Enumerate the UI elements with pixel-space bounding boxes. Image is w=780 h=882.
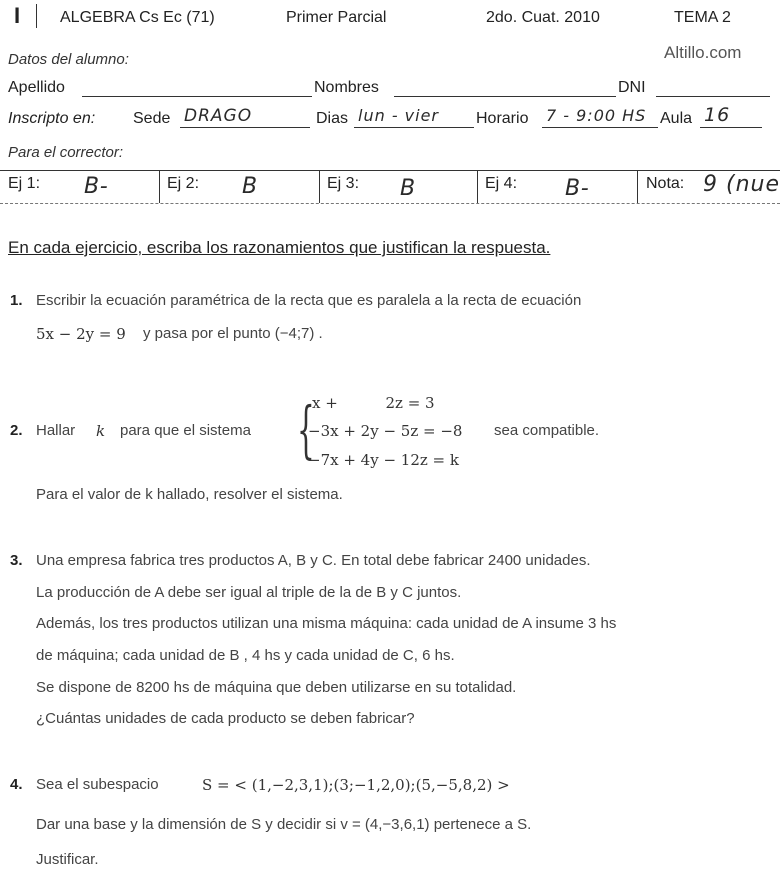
q3-number: 3. bbox=[10, 552, 23, 569]
ej2-grade: B bbox=[242, 174, 259, 199]
apellido-field-line bbox=[82, 96, 312, 97]
ej4-label: Ej 4: bbox=[485, 175, 518, 192]
q1-text: Escribir la ecuación paramétrica de la recta que es paralela a la recta de ecuación bbox=[36, 292, 582, 309]
q4-number: 4. bbox=[10, 776, 23, 793]
corrector-divider-3 bbox=[477, 170, 478, 203]
q4-line2: Dar una base y la dimensión de S y decidir si v = (4,−3,6,1) pertenece a S. bbox=[36, 816, 532, 833]
instruction-heading: En cada ejercicio, escriba los razonamientos que justifican la respuesta. bbox=[8, 238, 551, 257]
q2-system-brace: { bbox=[297, 393, 315, 466]
q3-line2: La producción de A debe ser igual al triple de la de B y C juntos. bbox=[36, 584, 462, 601]
q2-system-row1: x + 2z = 3 bbox=[312, 394, 435, 412]
q3-line1: Una empresa fabrica tres productos A, B y C. En total debe fabricar 2400 unidades. bbox=[36, 552, 591, 569]
exam-title: Primer Parcial bbox=[286, 9, 387, 26]
ej1-grade: B- bbox=[84, 174, 109, 199]
nombres-field-line bbox=[394, 96, 616, 97]
dni-field-line bbox=[656, 96, 770, 97]
q2-system-row2: −3x + 2y − 5z = −8 bbox=[308, 422, 463, 440]
q2-pre: Hallar bbox=[36, 422, 76, 439]
sede-handwritten-value: DRAGO bbox=[184, 106, 253, 126]
sede-label: Sede bbox=[133, 110, 171, 127]
dias-field-line bbox=[354, 127, 474, 128]
nota-label: Nota: bbox=[646, 175, 685, 192]
dias-label: Dias bbox=[316, 110, 349, 127]
q1-equation: 5x − 2y = 9 bbox=[36, 325, 126, 343]
tema-label: TEMA 2 bbox=[674, 9, 731, 26]
corrector-box-bottom bbox=[0, 203, 780, 204]
nombres-label: Nombres bbox=[314, 79, 379, 96]
horario-field-line bbox=[542, 127, 658, 128]
q2-k: k bbox=[96, 422, 106, 440]
corrector-box-top bbox=[0, 170, 780, 171]
q4-subspace: S = < (1,−2,3,1);(3;−1,2,0);(5,−5,8,2) > bbox=[202, 776, 510, 794]
corrector-divider-2 bbox=[319, 170, 320, 203]
q4-line3: Justificar. bbox=[36, 851, 99, 868]
aula-handwritten-value: 16 bbox=[704, 104, 731, 126]
aula-field-line bbox=[700, 127, 762, 128]
horario-handwritten-value: 7 - 9:00 HS bbox=[546, 106, 647, 125]
tema-box-border bbox=[36, 4, 37, 28]
q1-number: 1. bbox=[10, 292, 23, 309]
watermark: Altillo.com bbox=[664, 43, 742, 62]
ej1-label: Ej 1: bbox=[8, 175, 41, 192]
course-title: ALGEBRA Cs Ec (71) bbox=[60, 9, 215, 26]
q3-line6: ¿Cuántas unidades de cada producto se deben fabricar? bbox=[36, 710, 415, 727]
q3-line5: Se dispone de 8200 hs de máquina que deben utilizarse en su totalidad. bbox=[36, 679, 517, 696]
dni-label: DNI bbox=[618, 79, 646, 96]
period-label: 2do. Cuat. 2010 bbox=[486, 9, 600, 26]
q1-tail: y pasa por el punto (−4;7) . bbox=[143, 325, 323, 342]
corrector-divider-4 bbox=[637, 170, 638, 203]
tema-roman-numeral: I bbox=[14, 3, 21, 28]
q2-mid: para que el sistema bbox=[120, 422, 251, 439]
ej3-grade: B bbox=[400, 176, 417, 201]
q3-line4: de máquina; cada unidad de B , 4 hs y cada unidad de C, 6 hs. bbox=[36, 647, 455, 664]
ej2-label: Ej 2: bbox=[167, 175, 200, 192]
q2-number: 2. bbox=[10, 422, 23, 439]
horario-label: Horario bbox=[476, 110, 529, 127]
sede-field-line bbox=[180, 127, 310, 128]
q2-follow: Para el valor de k hallado, resolver el sistema. bbox=[36, 486, 343, 503]
q4-line1-intro: Sea el subespacio bbox=[36, 776, 159, 793]
dias-handwritten-value: lun - vier bbox=[358, 106, 440, 125]
apellido-label: Apellido bbox=[8, 79, 65, 96]
nota-value: 9 (nue bbox=[703, 172, 780, 197]
ej4-grade: B- bbox=[565, 176, 590, 201]
q3-line3: Además, los tres productos utilizan una misma máquina: cada unidad de A insume 3 hs bbox=[36, 615, 617, 632]
q2-post: sea compatible. bbox=[494, 422, 600, 439]
q2-system-row3: −7x + 4y − 12z = k bbox=[308, 451, 459, 469]
inscripto-label: Inscripto en: bbox=[8, 110, 96, 127]
ej3-label: Ej 3: bbox=[327, 175, 360, 192]
corrector-label: Para el corrector: bbox=[8, 144, 124, 161]
student-section-label: Datos del alumno: bbox=[8, 51, 129, 68]
corrector-divider-1 bbox=[159, 170, 160, 203]
aula-label: Aula bbox=[660, 110, 693, 127]
